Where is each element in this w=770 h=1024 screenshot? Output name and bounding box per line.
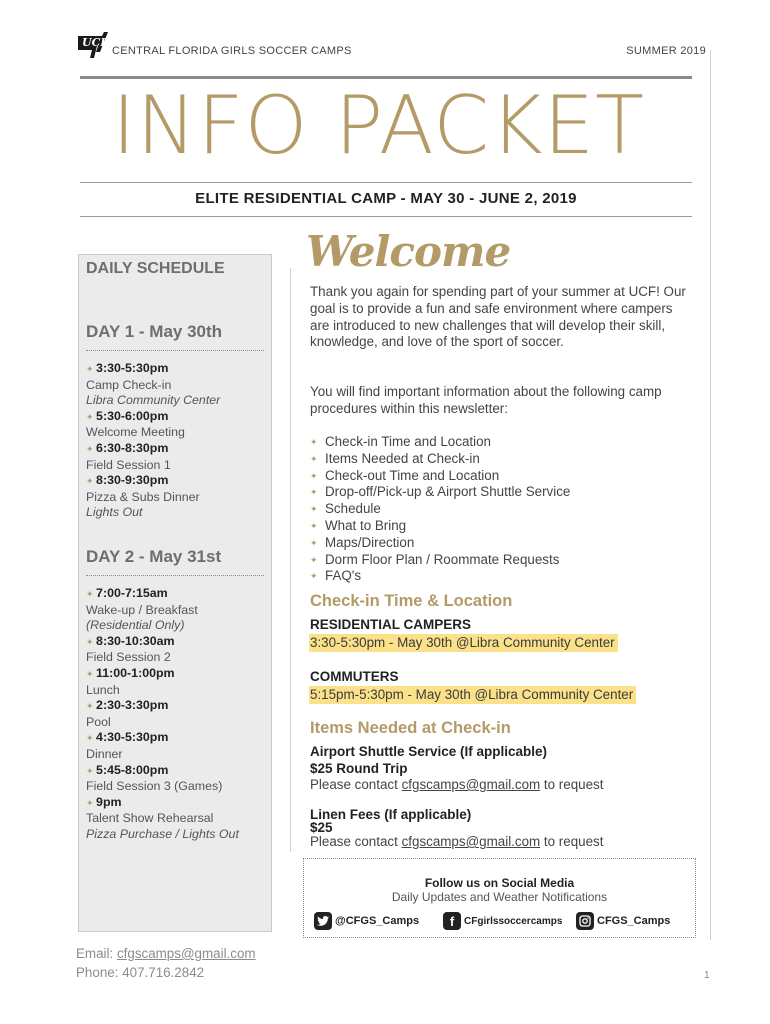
phone-label: Phone: bbox=[76, 965, 119, 980]
day2-heading: DAY 2 - May 31st bbox=[86, 547, 222, 566]
linen-price: $25 bbox=[310, 820, 333, 835]
schedule-activity: Pizza & Subs Dinner bbox=[86, 489, 200, 504]
shuttle-price: $25 Round Trip bbox=[310, 761, 408, 776]
contact-prefix: Please contact bbox=[310, 834, 398, 849]
schedule-activity: Talent Show Rehearsal bbox=[86, 811, 214, 826]
residential-time-highlight: 3:30-5:30pm - May 30th @Libra Community Center bbox=[309, 634, 618, 652]
schedule-activity: Wake-up / Breakfast bbox=[86, 602, 198, 617]
schedule-activity: Field Session 1 bbox=[86, 457, 171, 472]
email-link[interactable]: cfgscamps@gmail.com bbox=[401, 777, 541, 792]
social-subheading: Daily Updates and Weather Notifications bbox=[391, 890, 608, 904]
day1-heading: DAY 1 - May 30th bbox=[86, 322, 223, 341]
twitter-icon bbox=[314, 912, 332, 930]
facebook-link[interactable] bbox=[443, 912, 562, 930]
day2-rule bbox=[86, 575, 264, 576]
procedures-intro: You will find important information about the following camp procedures within this newsletter: bbox=[310, 384, 662, 416]
day1-rule bbox=[86, 350, 264, 351]
schedule-activity: Field Session 2 bbox=[86, 650, 171, 665]
footer-phone bbox=[76, 965, 204, 980]
checkin-heading: Check-in Time & Location bbox=[310, 592, 513, 610]
procedures-list bbox=[310, 434, 570, 585]
facebook-icon: f bbox=[443, 912, 461, 930]
schedule-time: ✦ 6:30-8:30pm bbox=[86, 441, 270, 458]
email-link[interactable]: cfgscamps@gmail.com bbox=[401, 834, 541, 849]
schedule-time: ✦ 2:30-3:30pm bbox=[86, 698, 270, 715]
footer-email-link[interactable]: cfgscamps@gmail.com bbox=[116, 946, 256, 961]
linen-contact bbox=[310, 834, 603, 849]
contact-suffix: to request bbox=[543, 777, 604, 792]
list-item: ✦ Drop-off/Pick-up & Airport Shuttle Service bbox=[310, 484, 570, 501]
schedule-time: ✦ 8:30-10:30am bbox=[86, 634, 270, 651]
page-title: INFO PACKET bbox=[112, 79, 646, 172]
schedule-activity: Field Session 3 (Games) bbox=[86, 779, 223, 794]
facebook-handle: CFgirlssoccercamps bbox=[464, 915, 563, 927]
linen-label: Linen Fees (If applicable) bbox=[310, 807, 472, 822]
schedule-time: ✦ 5:45-8:00pm bbox=[86, 763, 270, 780]
column-divider bbox=[290, 268, 291, 852]
schedule-activity: Pool bbox=[86, 714, 111, 729]
commuters-time-highlight: 5:15pm-5:30pm - May 30th @Libra Community Center bbox=[309, 686, 636, 704]
social-heading: Follow us on Social Media bbox=[424, 876, 575, 890]
schedule-note: Lights Out bbox=[86, 505, 143, 520]
shuttle-contact bbox=[310, 777, 603, 792]
camp-title-top-rule bbox=[80, 182, 692, 183]
day1-schedule-list bbox=[86, 361, 270, 521]
schedule-time: ✦ 3:30-5:30pm bbox=[86, 361, 270, 378]
schedule-time: ✦ 11:00-1:00pm bbox=[86, 666, 270, 683]
schedule-activity: Lunch bbox=[86, 682, 120, 697]
twitter-handle: @CFGS_Camps bbox=[335, 915, 420, 927]
camp-title-bottom-rule bbox=[80, 216, 692, 217]
list-item: ✦ Check-out Time and Location bbox=[310, 468, 570, 485]
camp-title: ELITE RESIDENTIAL CAMP - MAY 30 - JUNE 2, 2019 bbox=[195, 190, 577, 207]
instagram-link[interactable] bbox=[576, 912, 670, 930]
email-label: Email: bbox=[76, 946, 114, 961]
residential-label: RESIDENTIAL CAMPERS bbox=[310, 617, 472, 632]
right-margin-rule bbox=[710, 50, 711, 940]
organization-name: CENTRAL FLORIDA GIRLS SOCCER CAMPS bbox=[112, 45, 352, 57]
svg-text:UCF: UCF bbox=[82, 36, 109, 49]
schedule-note: Libra Community Center bbox=[86, 393, 221, 408]
day2-schedule-list bbox=[86, 586, 270, 843]
list-item: ✦ Schedule bbox=[310, 501, 570, 518]
phone-number: 407.716.2842 bbox=[122, 965, 205, 980]
page-number: 1 bbox=[704, 970, 710, 981]
schedule-activity: Camp Check-in bbox=[86, 377, 172, 392]
schedule-note: Pizza Purchase / Lights Out bbox=[86, 826, 239, 841]
shuttle-label: Airport Shuttle Service (If applicable) bbox=[310, 744, 548, 759]
schedule-time: ✦ 5:30-6:00pm bbox=[86, 409, 270, 426]
season-label: SUMMER 2019 bbox=[626, 45, 706, 57]
commuters-label: COMMUTERS bbox=[310, 669, 399, 684]
schedule-note: (Residential Only) bbox=[86, 618, 185, 633]
schedule-time: ✦ 7:00-7:15am bbox=[86, 586, 270, 603]
instagram-handle: CFGS_Camps bbox=[597, 915, 671, 927]
list-item: ✦ Items Needed at Check-in bbox=[310, 451, 570, 468]
schedule-time: ✦ 8:30-9:30pm bbox=[86, 473, 270, 490]
ucf-logo-icon bbox=[76, 32, 110, 62]
schedule-activity: Welcome Meeting bbox=[86, 425, 185, 440]
schedule-time: ✦ 9pm bbox=[86, 795, 270, 812]
contact-suffix: to request bbox=[543, 834, 604, 849]
list-item: ✦ Maps/Direction bbox=[310, 535, 570, 552]
schedule-time: ✦ 4:30-5:30pm bbox=[86, 730, 270, 747]
list-item: ✦ What to Bring bbox=[310, 518, 570, 535]
footer-email bbox=[76, 946, 256, 961]
schedule-activity: Dinner bbox=[86, 746, 123, 761]
social-media-box bbox=[303, 858, 696, 938]
list-item: ✦ FAQ's bbox=[310, 568, 570, 585]
welcome-heading: Welcome bbox=[306, 227, 511, 276]
contact-prefix: Please contact bbox=[310, 777, 398, 792]
items-needed-heading: Items Needed at Check-in bbox=[310, 719, 511, 737]
welcome-paragraph: Thank you again for spending part of your summer at UCF! Our goal is to provide a fun and safe environment where campers are introduced to new challenges that will develop their skill, knowledge, and love of the sport of soccer. bbox=[310, 284, 686, 350]
daily-schedule-heading: DAILY SCHEDULE bbox=[86, 260, 225, 277]
instagram-icon bbox=[576, 912, 594, 930]
list-item: ✦ Check-in Time and Location bbox=[310, 434, 570, 451]
twitter-link[interactable] bbox=[314, 912, 419, 930]
list-item: ✦ Dorm Floor Plan / Roommate Requests bbox=[310, 552, 570, 569]
